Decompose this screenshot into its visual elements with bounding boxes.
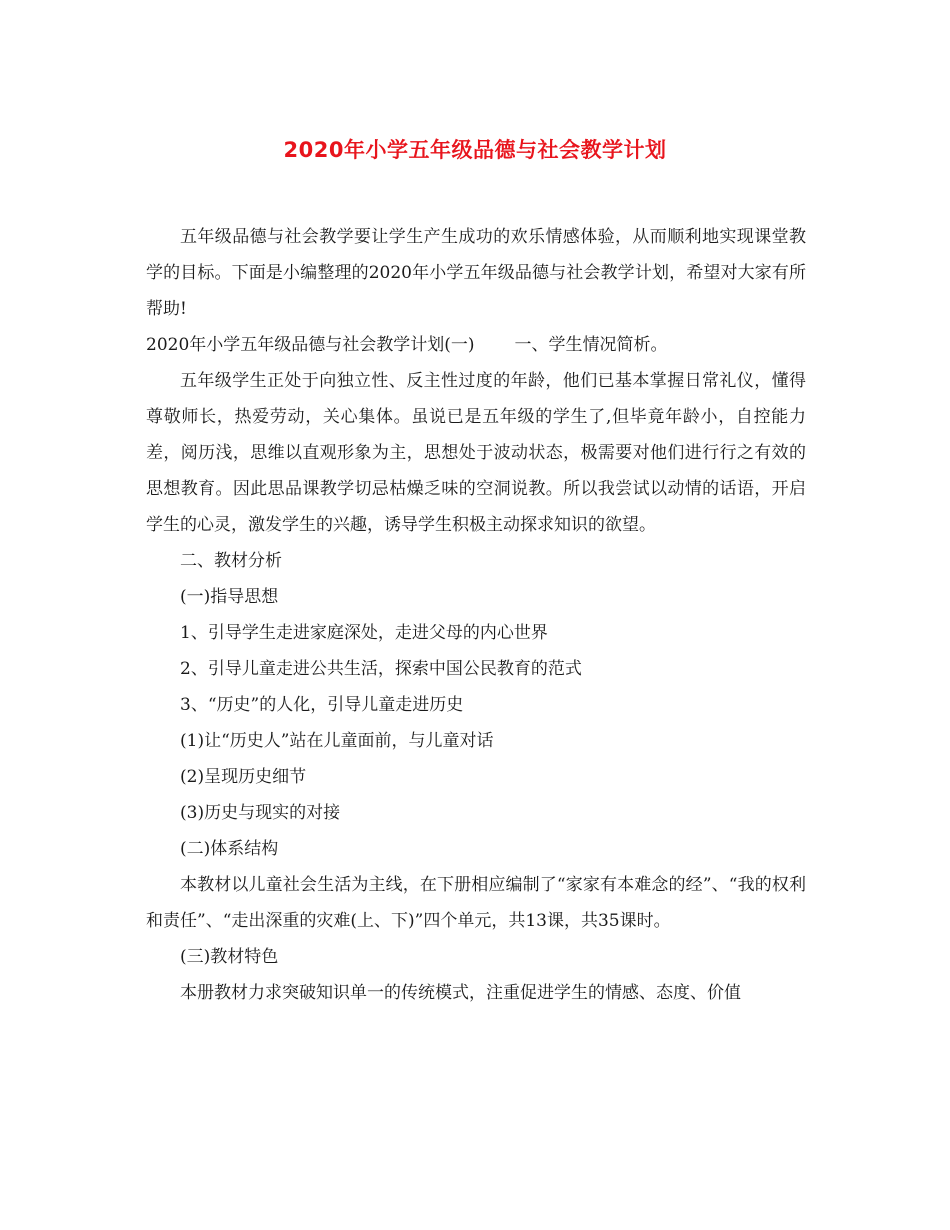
list-item: 2、引导儿童走进公共生活，探索中国公民教育的范式 <box>180 659 582 679</box>
list-item: (2)呈现历史细节 <box>180 767 307 787</box>
textbook-features-paragraph: 本册教材力求突破知识单一的传统模式，注重促进学生的情感、态度、价值 <box>180 983 741 1003</box>
subheading-system-structure: (二)体系结构 <box>180 839 279 859</box>
list-item: 3、“历史”的人化，引导儿童走进历史 <box>180 695 464 715</box>
list-item: 1、引导学生走进家庭深处，走进父母的内心世界 <box>180 623 548 643</box>
list-item: (1)让“历史人”站在儿童面前，与儿童对话 <box>180 731 494 751</box>
document-title: 2020年小学五年级品德与社会教学计划 <box>283 138 667 162</box>
section-heading-textbook-analysis: 二、教材分析 <box>180 551 282 571</box>
student-situation-paragraph: 五年级学生正处于向独立性、反主性过度的年龄，他们已基本掌握日常礼仪，懂得尊敬师长，热爱劳动，关心集体。虽说已是五年级的学生了,但毕竟年龄小，自控能力差，阅历浅，思维以直观形象为主，思想处于波动状态，极需要对他们进行行之有效的思想教育。因此思品课教学切忌枯燥乏味的空洞说教。所以我尝试以动情的话语，开启学生的心灵，激发学生的兴趣，诱导学生积极主动探求知识的欲望。 <box>146 371 806 535</box>
plan-heading-line <box>146 327 806 363</box>
list-item: (3)历史与现实的对接 <box>180 803 341 823</box>
section-heading-student-situation: 一、学生情况简析。 <box>514 335 668 355</box>
intro-paragraph: 五年级品德与社会教学要让学生产生成功的欢乐情感体验，从而顺利地实现课堂教学的目标。下面是小编整理的2020年小学五年级品德与社会教学计划，希望对大家有所帮助! <box>146 227 806 319</box>
plan-subtitle: 2020年小学五年级品德与社会教学计划(一) <box>146 335 475 355</box>
subheading-textbook-features: (三)教材特色 <box>180 947 279 967</box>
document-body <box>146 219 806 1011</box>
system-structure-paragraph: 本教材以儿童社会生活为主线，在下册相应编制了“家家有本难念的经”、“我的权利和责任”、“走出深重的灾难(上、下)”四个单元，共13课，共35课时。 <box>146 875 806 931</box>
subheading-guiding-ideology: (一)指导思想 <box>180 587 279 607</box>
